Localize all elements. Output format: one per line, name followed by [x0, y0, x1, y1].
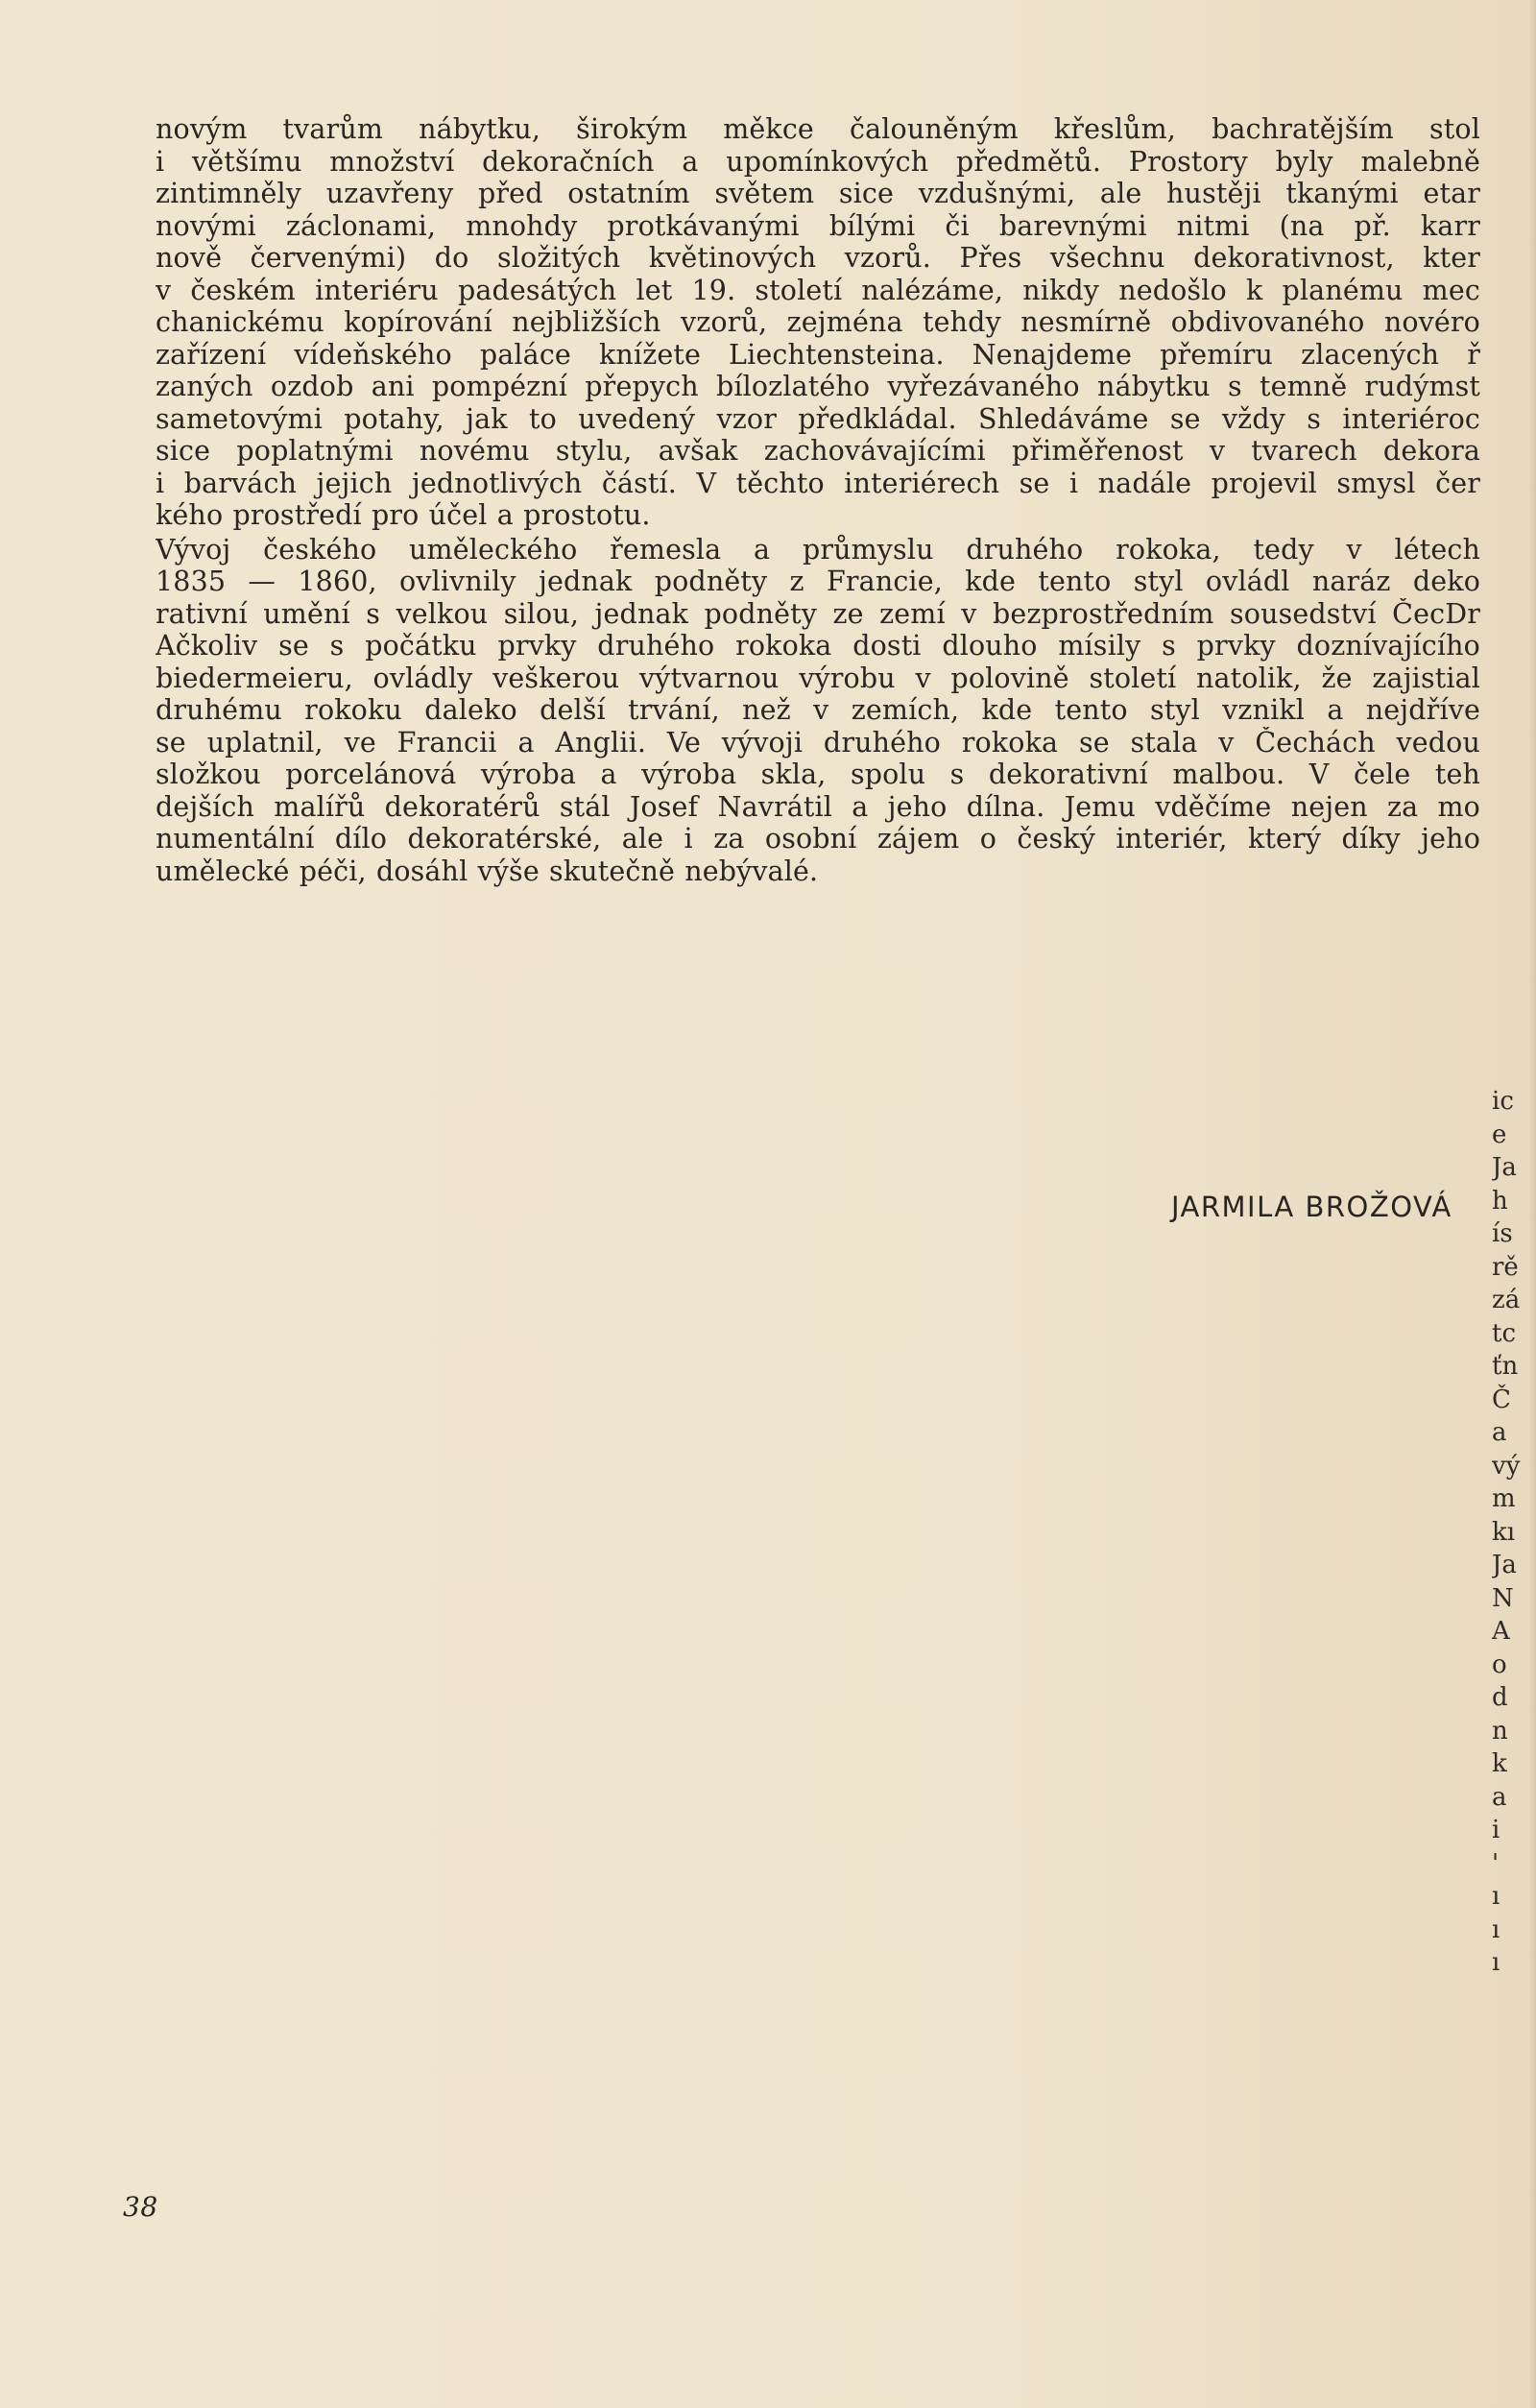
- margin-fragment: zá: [1492, 1286, 1521, 1314]
- article-body: [156, 113, 1480, 887]
- paragraph-1: [156, 113, 1480, 532]
- text-line: novými záclonami, mnohdy protkávanými bílými či barevnými nitmi (na př. karr: [156, 209, 1480, 242]
- margin-fragment: ': [1492, 1848, 1500, 1878]
- page-number: 38: [123, 2191, 158, 2223]
- margin-fragment: tc: [1492, 1318, 1517, 1348]
- text-line: biedermeieru, ovládly veškerou výtvarnou výrobu v polovině století natolik, že zajistial: [156, 662, 1480, 694]
- adjacent-page-fragments: [1492, 1085, 1530, 1980]
- text-line: zaných ozdob ani pompézní přepych bílozlatého vyřezávaného nábytku s temně rudýmst: [156, 371, 1480, 402]
- paragraph-2: [156, 534, 1480, 888]
- margin-fragment: n: [1492, 1716, 1508, 1746]
- margin-fragment: o: [1492, 1649, 1507, 1679]
- margin-fragment: h: [1492, 1186, 1508, 1216]
- text-line: umělecké péči, dosáhl výše skutečně nebývalé.: [156, 855, 819, 887]
- margin-fragment: e: [1492, 1120, 1507, 1149]
- margin-fragment: a: [1492, 1418, 1507, 1447]
- margin-fragment: Ja: [1492, 1153, 1517, 1182]
- text-line: kého prostředí pro účel a prostotu.: [156, 499, 651, 531]
- margin-fragment: ı: [1492, 1914, 1500, 1944]
- text-line: v českém interiéru padesátých let 19. století nalézáme, nikdy nedošlo k planému mec: [156, 274, 1480, 306]
- text-line: numentální dílo dekoratérské, ale i za osobní zájem o český interiér, který díky jeho: [156, 823, 1480, 855]
- text-line: i většímu množství dekoračních a upomínkových předmětů. Prostory byly malebně: [156, 145, 1480, 178]
- margin-fragment: ťn: [1492, 1352, 1519, 1381]
- text-line: sice poplatnými novému stylu, avšak zachovávajícími přiměřenost v tvarech dekora: [156, 435, 1480, 467]
- margin-fragment: a: [1492, 1782, 1507, 1812]
- text-line: Ačkoliv se s počátku prvky druhého rokoka dosti dlouho mísily s prvky doznívajícího: [156, 630, 1480, 662]
- text-line: Vývoj českého uměleckého řemesla a průmyslu druhého rokoka, tedy v létech: [156, 533, 1480, 566]
- margin-fragment: A: [1492, 1617, 1510, 1646]
- text-line: novým tvarům nábytku, širokým měkce čalouněným křeslům, bachratějším stol: [156, 113, 1480, 145]
- text-line: se uplatnil, ve Francii a Anglii. Ve vývoji druhého rokoka se stala v Čechách vedou: [156, 726, 1480, 759]
- margin-fragment: Ja: [1492, 1551, 1517, 1579]
- text-line: sametovými potahy, jak to uvedený vzor předkládal. Shledáváme se vždy s interiéroc: [156, 402, 1480, 435]
- margin-fragment: kı: [1492, 1517, 1516, 1547]
- author-signature: JARMILA BROŽOVÁ: [1171, 1191, 1452, 1223]
- text-line: složkou porcelánová výroba a výroba skla, spolu s dekorativní malbou. V čele teh: [156, 759, 1480, 790]
- text-line: dejších malířů dekoratérů stál Josef Navrátil a jeho dílna. Jemu vděčíme nejen za mo: [156, 790, 1480, 823]
- text-line: chanickému kopírování nejbližších vzorů, zejména tehdy nesmírně obdivovaného novéro: [156, 306, 1480, 338]
- margin-fragment: m: [1492, 1484, 1516, 1513]
- text-line: nově červenými) do složitých květinových vzorů. Přes všechnu dekorativnost, kter: [156, 242, 1480, 274]
- text-line: i barvách jejich jednotlivých částí. V těchto interiérech se i nadále projevil smysl čer: [156, 467, 1480, 499]
- margin-fragment: ı: [1492, 1882, 1500, 1911]
- text-line: druhému rokoku daleko delší trvání, než v zemích, kde tento styl vznikl a nejdříve: [156, 694, 1480, 726]
- text-line: zintimněly uzavřeny před ostatním světem sice vzdušnými, ale hustěji tkanými etar: [156, 178, 1480, 209]
- text-line: rativní umění s velkou silou, jednak podněty ze zemí v bezprostředním sousedství ČecDr: [156, 597, 1480, 630]
- margin-fragment: ic: [1492, 1087, 1514, 1116]
- margin-fragment: rě: [1492, 1252, 1519, 1282]
- margin-fragment: i: [1492, 1816, 1500, 1844]
- margin-fragment: ı: [1492, 1948, 1500, 1977]
- text-line: zařízení vídeňského paláce knížete Liechtensteina. Nenajdeme přemíru zlacených ř: [156, 338, 1480, 371]
- margin-fragment: d: [1492, 1683, 1508, 1712]
- margin-fragment: vý: [1492, 1451, 1521, 1481]
- page-edge-shadow: [1528, 0, 1536, 2408]
- margin-fragment: ís: [1492, 1219, 1513, 1248]
- margin-fragment: N: [1492, 1583, 1514, 1613]
- margin-fragment: k: [1492, 1749, 1507, 1778]
- margin-fragment: Č: [1492, 1385, 1511, 1414]
- text-line: 1835 — 1860, ovlivnily jednak podněty z Francie, kde tento styl ovládl naráz deko: [156, 566, 1480, 597]
